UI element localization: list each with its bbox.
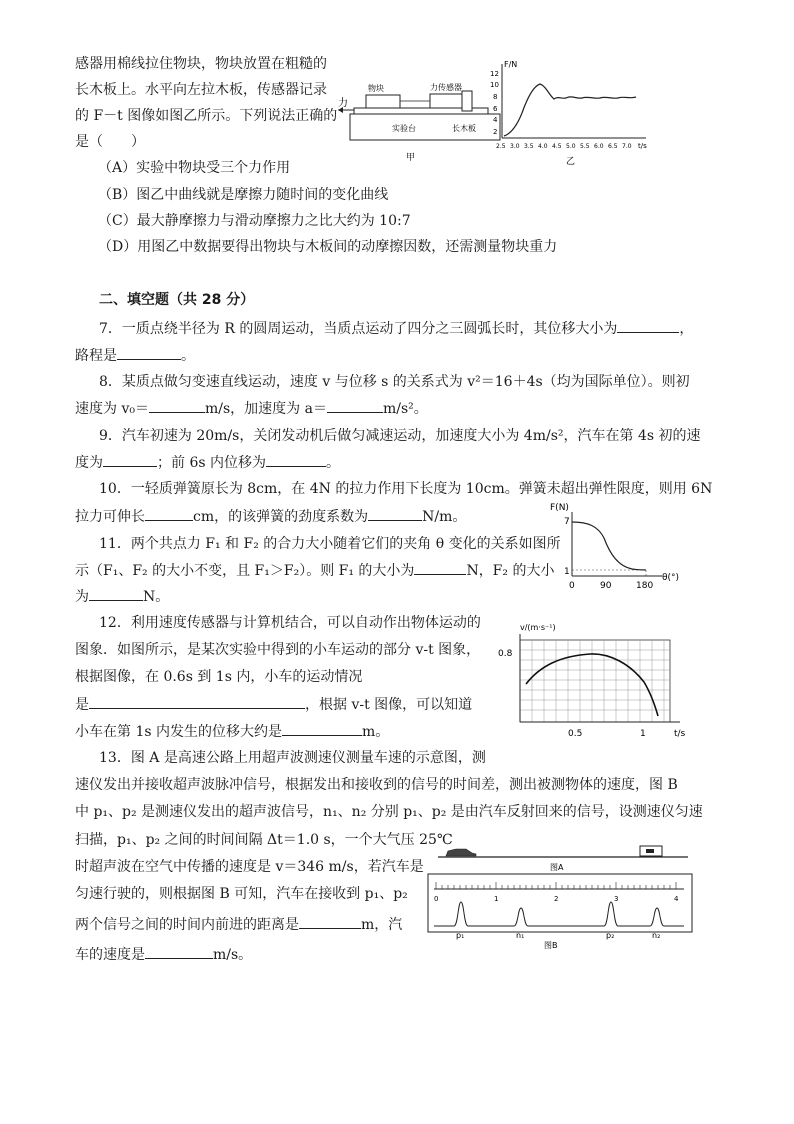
q12-figure (470, 616, 690, 742)
q13-car-icon (446, 849, 476, 856)
q11-line-1: 11．两个共点力 F₁ 和 F₂ 的合力大小随着它们的夹角 θ 变化的关系如图所 (99, 536, 561, 552)
q8-blank-v0[interactable] (149, 398, 205, 413)
svg-text:4: 4 (493, 116, 498, 124)
svg-text:2.5: 2.5 (496, 143, 506, 150)
q10-blank-extension[interactable] (145, 506, 193, 521)
q12-fig-ylabel: v/(m·s⁻¹) (520, 623, 556, 632)
q8-blank-a[interactable] (327, 398, 383, 413)
section-2-title: 二、填空题（共 28 分） (99, 292, 255, 308)
q13-blank-speed[interactable] (145, 944, 213, 959)
svg-text:1: 1 (564, 567, 570, 577)
q10-blank-k[interactable] (368, 506, 422, 521)
q11-figure (548, 498, 688, 594)
svg-text:0.8: 0.8 (498, 649, 513, 659)
svg-text:7.0: 7.0 (622, 143, 632, 150)
svg-text:8: 8 (493, 93, 498, 101)
svg-text:4.0: 4.0 (538, 143, 548, 150)
fig-jia-sensor (430, 94, 462, 108)
q9-blank-displacement[interactable] (266, 452, 326, 467)
q13-pulse-n1: n₁ (516, 931, 525, 940)
svg-text:物块: 物块 (368, 84, 384, 93)
fig-jia-block (366, 95, 400, 108)
svg-text:5.5: 5.5 (580, 143, 590, 150)
q12-line-1: 12．利用速度传感器与计算机结合，可以自动作出物体运动的 (99, 615, 481, 631)
fig-jia-caption: 甲 (406, 153, 416, 163)
q6-option-b: （B）图乙中曲线就是摩擦力随时间的变化曲线 (98, 187, 389, 203)
q12-blank-displacement[interactable] (282, 721, 362, 736)
q13-figB-caption: 图B (544, 941, 558, 950)
svg-text:6.0: 6.0 (594, 143, 604, 150)
svg-text:6: 6 (493, 105, 498, 113)
q11-fig-ylabel: F(N) (550, 503, 569, 513)
svg-text:0: 0 (569, 581, 575, 591)
q8-line-1: 8．某质点做匀变速直线运动，速度 v 与位移 s 的关系式为 v²＝16＋4s（均为国际单位）。则初 (99, 374, 690, 390)
q6-stem-line-1: 感器用棉线拉住物块，物块放置在粗糙的 (75, 56, 327, 72)
q11-fig-curve (572, 522, 646, 570)
q13-line-3: 中 p₁、p₂ 是测速仪发出的超声波信号，n₁、n₂ 分别 p₁、p₂ 是由汽车反射回来的信号，设测速仪匀速 (75, 804, 703, 820)
q9-blank-speed[interactable] (103, 452, 157, 467)
q10-line-2: 拉力可伸长 cm，的该弹簧的劲度系数为 N/m。 (75, 506, 466, 527)
svg-text:4: 4 (674, 895, 679, 903)
q12-blank-motion[interactable] (89, 694, 305, 709)
fig-yi-ylabel: F/N (504, 60, 518, 69)
svg-text:1: 1 (494, 895, 499, 903)
svg-text:实验台: 实验台 (392, 124, 416, 133)
svg-text:3: 3 (614, 895, 619, 903)
q13-figure-a (436, 838, 692, 874)
svg-text:2: 2 (493, 128, 498, 136)
q6-stem-line-4: 是（ ） (75, 134, 145, 150)
svg-text:5.0: 5.0 (566, 143, 576, 150)
q6-figure-yi (486, 58, 656, 168)
q13-pulse-p1: p₁ (456, 931, 465, 940)
svg-text:0.5: 0.5 (568, 729, 583, 739)
q6-option-c: （C）最大静摩擦力与滑动摩擦力之比大约为 10:7 (98, 213, 411, 229)
svg-text:2: 2 (554, 895, 559, 903)
q6-stem-line-2: 长木板上。水平向左拉木板，传感器记录 (75, 82, 327, 98)
svg-text:6.5: 6.5 (608, 143, 618, 150)
q13-line-5: 时超声波在空气中传播的速度是 v＝346 m/s，若汽车是 (75, 859, 424, 875)
svg-text:90: 90 (600, 581, 612, 591)
q9-line-1: 9．汽车初速为 20m/s，关闭发动机后做匀减速运动，加速度大小为 4m/s²，汽车在第 4s 初的速 (99, 428, 701, 444)
svg-text:0: 0 (434, 895, 439, 903)
fig-yi-curve (504, 84, 636, 136)
svg-text:3.5: 3.5 (524, 143, 534, 150)
q12-line-3: 根据图像，在 0.6s 到 1s 内，小车的运动情况 (75, 669, 363, 685)
fig-yi-xlabel: t/s (638, 142, 647, 150)
q11-blank-f2[interactable] (89, 586, 143, 601)
q13-pulse-p2: p₂ (606, 931, 615, 940)
q6-stem-line-3: 的 F－t 图像如图乙所示。下列说法正确的 (75, 108, 338, 124)
svg-text:1: 1 (640, 729, 646, 739)
q13-figure-b (426, 872, 694, 950)
q11-blank-f1[interactable] (414, 560, 466, 575)
q7-blank-path[interactable] (117, 345, 181, 360)
svg-text:12: 12 (490, 70, 499, 78)
svg-text:10: 10 (490, 81, 499, 89)
q10-line-1: 10．一轻质弹簧原长为 8cm，在 4N 的拉力作用下长度为 10cm。弹簧未超出弹性限度，则用 6N (99, 481, 713, 497)
q6-figure-jia (336, 74, 502, 164)
q6-option-d: （D）用图乙中数据要得出物块与木板间的动摩擦因数，还需测量物块重力 (98, 239, 558, 255)
q12-line-4: 是 ，根据 v-t 图像，可以知道 (75, 694, 472, 715)
q9-line-2: 度为 ；前 6s 内位移为 。 (75, 452, 340, 473)
q13-blank-distance[interactable] (299, 914, 361, 929)
fig-yi-caption: 乙 (566, 157, 576, 167)
q7-blank-displacement[interactable] (617, 318, 679, 333)
svg-text:180: 180 (636, 581, 654, 591)
q13-line-2: 速仪发出并接收超声波脉冲信号，根据发出和接收到的信号的时间差，测出被测物体的速度，图 B (75, 777, 678, 793)
q12-fig-xlabel: t/s (674, 729, 686, 739)
svg-text:7: 7 (564, 517, 570, 527)
svg-text:力传感器: 力传感器 (430, 83, 462, 92)
q13-line-1: 13．图 A 是高速公路上用超声波测速仪测量车速的示意图，测 (99, 750, 486, 766)
q6-option-a: （A）实验中物块受三个力作用 (98, 160, 291, 176)
q13-line-6: 匀速行驶的，则根据图 B 可知，汽车在接收到 p₁、p₂ (75, 886, 408, 902)
q12-line-2: 图象．如图所示，是某次实验中得到的小车运动的部分 v-t 图象， (75, 642, 481, 658)
svg-text:3.0: 3.0 (510, 143, 520, 150)
svg-text:长木板: 长木板 (452, 124, 476, 133)
q12-line-5: 小车在第 1s 内发生的位移大约是 m。 (75, 721, 389, 742)
q11-fig-xlabel: θ(°) (662, 573, 680, 583)
q11-line-2: 示（F₁、F₂ 的大小不变，且 F₁＞F₂）。则 F₁ 的大小为 N，F₂ 的大小 (75, 560, 554, 581)
q7-line-1: 7．一质点绕半径为 R 的圆周运动，当质点运动了四分之三圆弧长时，其位移大小为 ， (99, 318, 693, 339)
q13-line-8: 车的速度是 m/s。 (75, 944, 252, 965)
q13-figA-caption: 图A (550, 863, 564, 872)
fig-jia-table (350, 114, 500, 140)
q13-pulse-n2: n₂ (652, 931, 661, 940)
q7-line-2: 路程是 。 (75, 345, 195, 366)
q13-line-4: 扫描，p₁、p₂ 之间的时间间隔 Δt＝1.0 s，一个大气压 25℃ (75, 832, 453, 848)
q8-line-2: 速度为 v₀＝ m/s，加速度为 a＝ m/s²。 (75, 398, 428, 419)
fig-jia-force-label: 力 (338, 98, 348, 109)
q11-line-3: 为 N。 (75, 586, 169, 607)
svg-text:4.5: 4.5 (552, 143, 562, 150)
q13-line-7: 两个信号之间的时间内前进的距离是 m，汽 (75, 914, 402, 935)
